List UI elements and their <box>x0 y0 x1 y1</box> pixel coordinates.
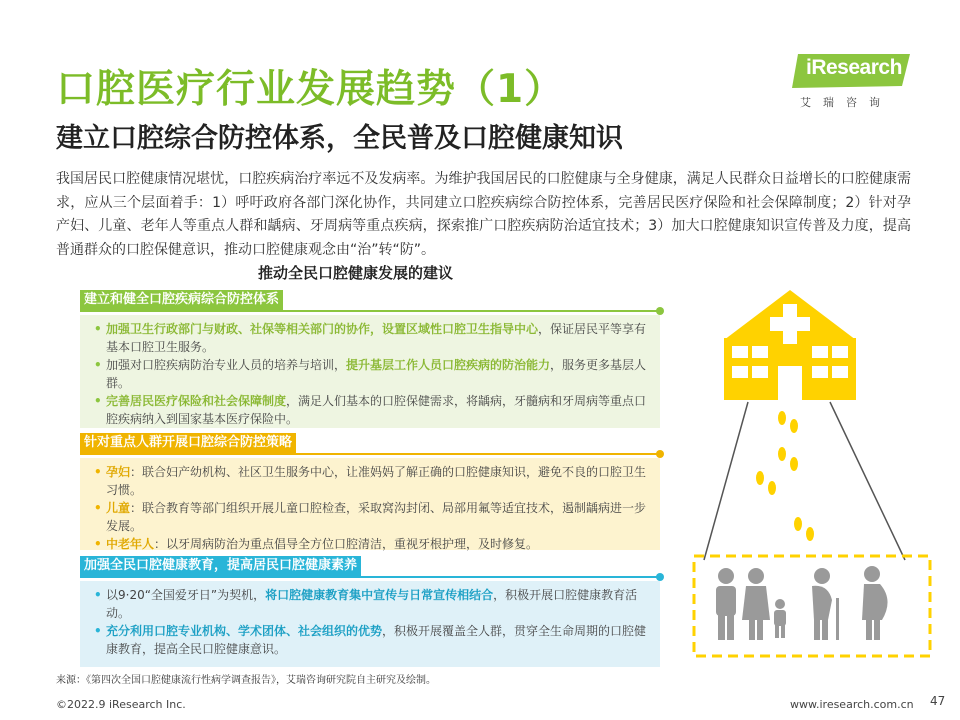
highlight-text: 中老年人 <box>106 537 155 551</box>
diagram-title: 推动全民口腔健康发展的建议 <box>258 264 454 282</box>
website-link[interactable]: www.iresearch.com.cn <box>790 698 914 711</box>
bullet-icon: • <box>94 394 102 408</box>
item-text: ，保证居民平等享有基本口腔卫生服务。 <box>106 322 647 354</box>
page-subtitle: 建立口腔综合防控体系，全民普及口腔健康知识 <box>56 123 623 154</box>
bullet-icon: • <box>94 358 102 372</box>
beam-line-right <box>830 402 905 560</box>
list-item <box>94 356 648 392</box>
page-title: 口腔医疗行业发展趋势（1） <box>56 67 565 112</box>
list-item <box>94 320 648 356</box>
pregnant-woman-icon <box>862 566 888 640</box>
section-heading-1: 建立和健全口腔疾病综合防控体系 <box>80 290 283 310</box>
section-dot-3 <box>656 573 664 581</box>
section-box-2 <box>80 458 660 550</box>
iresearch-logo <box>792 52 914 110</box>
intro-paragraph: 我国居民口腔健康情况堪忧，口腔疾病治疗率远不及发病率。为维护我国居民的口腔健康与全身健康，满足人民群众日益增长的口腔健康需求，应从三个层面着手：1）呼吁政府各部门深化协作，共同建立口腔疾病综合防控体系，完善居民医疗保险和社会保障制度；2）针对孕产妇、儿童、老年人等重点人群和龋病、牙周病等重点疾病，探索推广口腔疾病防治适宜技术；3）加大口腔健康知识宣传普及力度，提高普通群众的口腔保健意识，推动口腔健康观念由“治”转“防”。 <box>56 171 911 258</box>
section-dot-2 <box>656 450 664 458</box>
highlight-text: 完善居民医疗保险和社会保障制度 <box>106 394 287 408</box>
item-text: ：联合教育等部门组织开展儿童口腔检查，采取窝沟封闭、局部用氟等适宜技术，遏制龋病进一步发展。 <box>106 501 647 533</box>
section-heading-3: 加强全民口腔健康教育，提高居民口腔健康素养 <box>80 556 361 576</box>
bullet-icon: • <box>94 624 102 638</box>
bullet-icon: • <box>94 537 102 551</box>
highlight-text: 充分利用口腔专业机构、学术团体、社会组织的优势 <box>106 624 383 638</box>
list-item <box>94 499 648 535</box>
list-item <box>94 622 648 658</box>
section-divider-2 <box>80 453 660 455</box>
bullet-icon: • <box>94 501 102 515</box>
page-number: 47 <box>930 694 946 708</box>
section-divider-3 <box>80 576 660 578</box>
logo-cn: 艾瑞咨询 <box>800 96 892 109</box>
item-text: ，服务更多基层人群。 <box>106 358 647 390</box>
list-item <box>94 392 648 428</box>
item-text: ：以牙周病防治为重点倡导全方位口腔清洁，重视牙根护理，及时修复。 <box>154 537 539 551</box>
highlight-text: 孕妇 <box>106 465 131 479</box>
family-icon <box>716 568 786 640</box>
list-item <box>94 586 648 622</box>
elderly-person-icon <box>812 568 839 640</box>
section-box-1 <box>80 315 660 428</box>
section-box-3 <box>80 581 660 667</box>
highlight-text: 儿童 <box>106 501 131 515</box>
section-dot-1 <box>656 307 664 315</box>
bullet-icon: • <box>94 465 102 479</box>
section-divider-1 <box>80 310 660 312</box>
list-item <box>94 535 648 553</box>
item-text: ：联合妇产幼机构、社区卫生服务中心，让准妈妈了解正确的口腔健康知识，避免不良的口腔卫生习惯。 <box>106 465 647 497</box>
footprints-icon <box>756 411 814 541</box>
hospital-icon <box>724 290 856 400</box>
copyright: ©2022.9 iResearch Inc. <box>56 698 186 711</box>
highlight-text: 将口腔健康教育集中宣传与日常宣传相结合 <box>265 588 494 602</box>
highlight-text: 加强卫生行政部门与财政、社保等相关部门的协作，设置区域性口腔卫生指导中心 <box>106 322 539 336</box>
item-text: ，积极开展口腔健康教育活动。 <box>106 588 638 620</box>
list-item <box>94 463 648 499</box>
item-text: 以9·20“全国爱牙日”为契机， <box>106 588 266 602</box>
beam-line-left <box>704 402 748 560</box>
logo-text: iResearch <box>806 56 902 79</box>
source-note: 来源：《第四次全国口腔健康流行性病学调查报告》，艾瑞咨询研究院自主研究及绘制。 <box>56 675 436 686</box>
item-text: ，满足人们基本的口腔保健需求，将龋病，牙髓病和牙周病等重点口腔疾病纳入到国家基本医疗保险中。 <box>106 394 647 426</box>
bullet-icon: • <box>94 322 102 336</box>
bullet-icon: • <box>94 588 102 602</box>
highlight-text: 提升基层工作人员口腔疾病的防治能力 <box>346 358 551 372</box>
illustration <box>690 280 940 670</box>
item-text: ，积极开展覆盖全人群，贯穿全生命周期的口腔健康教育，提高全民口腔健康意识。 <box>106 624 647 656</box>
item-text: 加强对口腔疾病防治专业人员的培养与培训， <box>106 358 347 372</box>
section-heading-2: 针对重点人群开展口腔综合防控策略 <box>80 433 296 453</box>
